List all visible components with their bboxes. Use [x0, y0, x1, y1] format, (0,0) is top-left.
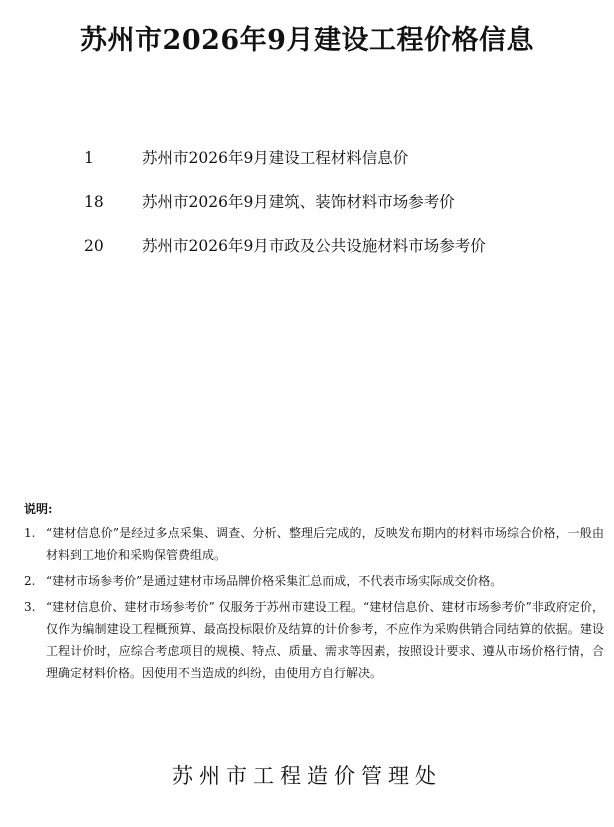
toc-page-number: 18 [84, 193, 104, 211]
note-item [24, 570, 604, 592]
note-text: “建材信息价”是经过多点采集、调查、分析、整理后完成的，反映发布期内的材料市场综合价格，一般由材料到工地价和采购保管费组成。 [46, 526, 604, 562]
table-of-contents [84, 146, 584, 278]
toc-entry-title: 苏州市2026年9月市政及公共设施材料市场参考价 [142, 237, 486, 255]
note-number: 1. [24, 526, 36, 540]
note-text: “建材信息价、建材市场参考价” 仅服务于苏州市建设工程。“建材信息价、建材市场参考价”非政府定价，仅作为编制建设工程概预算、最高投标限价及结算的计价参考，不应作为采购供销合同结算的依据。建设工程计价时，应综合考虑项目的规模、特点、质量、需求等因素，按照设计要求、遵从市场价格行情，合理确定材料价格。因使用不当造成的纠纷，由使用方自行解决。 [46, 600, 604, 680]
notes-section [24, 498, 604, 688]
toc-entry-title: 苏州市2026年9月建设工程材料信息价 [142, 149, 409, 167]
page-title: 苏州市2026年9月建设工程价格信息 [80, 25, 534, 56]
note-item [24, 522, 604, 566]
note-text: “建材市场参考价”是通过建材市场品牌价格采集汇总而成，不代表市场实际成交价格。 [46, 574, 503, 588]
note-number: 2. [24, 574, 36, 588]
note-number: 3. [24, 600, 36, 614]
toc-entry-title: 苏州市2026年9月建筑、装饰材料市场参考价 [142, 193, 455, 211]
toc-entry [84, 234, 584, 278]
toc-entry [84, 146, 584, 190]
toc-entry [84, 190, 584, 234]
toc-page-number: 1 [84, 149, 94, 167]
note-item [24, 596, 604, 684]
toc-page-number: 20 [84, 237, 104, 255]
issuer-name: 苏州市工程造价管理处 [172, 764, 442, 788]
notes-heading: 说明: [24, 502, 53, 516]
